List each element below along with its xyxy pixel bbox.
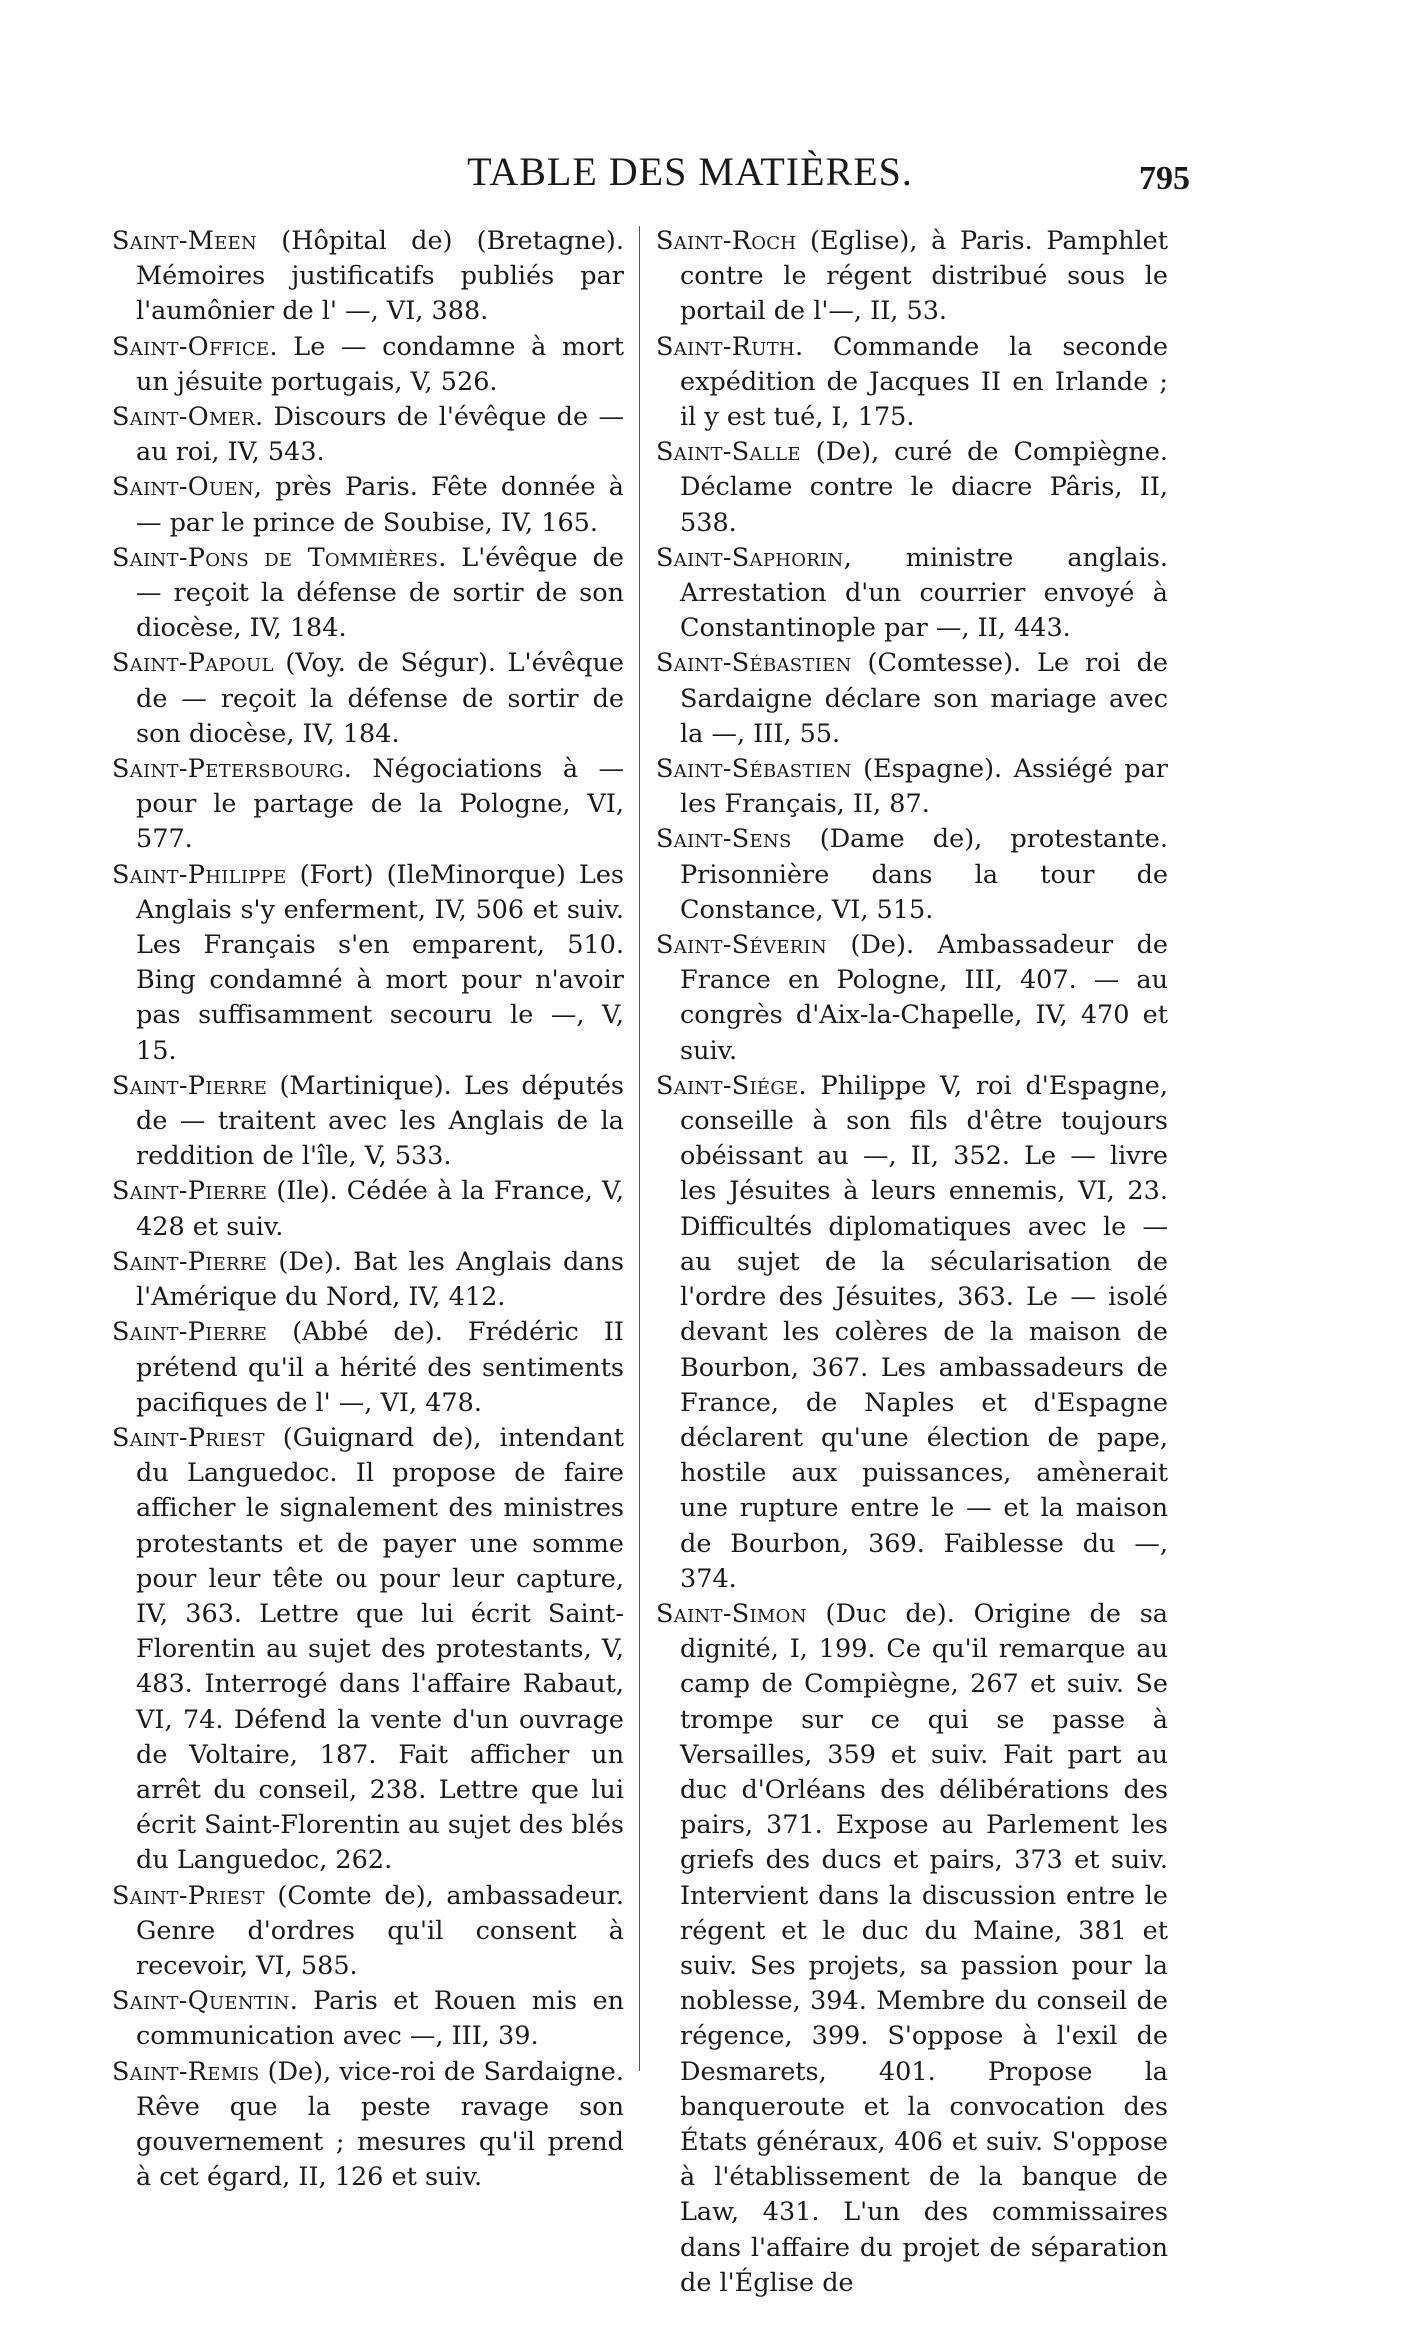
index-entry [656, 435, 1168, 541]
entry-text: (De). Bat les Anglais dans l'Amérique du Nord, IV, 412. [136, 1246, 624, 1313]
entry-heading: Saint-Priest [112, 1880, 265, 1911]
entry-heading: Saint-Remis [112, 2056, 260, 2087]
index-entry [112, 752, 624, 858]
index-entry [112, 1174, 624, 1244]
index-entry [112, 1421, 624, 1879]
entry-text: (De). Ambassadeur de France en Pologne, III, 407. — au congrès d'Aix-la-Chapelle, IV, 470 et suiv. [680, 930, 1168, 1066]
index-entry [656, 646, 1168, 752]
entry-text: . Négociations à — pour le partage de la Pologne, VI, 577. [136, 754, 624, 855]
entry-heading: Saint-Pierre [112, 1246, 268, 1277]
index-entry [656, 822, 1168, 928]
entry-heading: Saint-Séverin [656, 930, 828, 961]
entry-text: (Voy. de Ségur). L'évêque de — reçoit la défense de sortir de son diocèse, IV, 184. [136, 648, 624, 749]
entry-text: (Guignard de), intendant du Languedoc. Il propose de faire afficher le signalement des ministres protestants et de payer une somme pour leur tête ou pour leur capture, IV, 363. Lettre que lui écrit Saint-Florentin au sujet des protestants, V, 483. Interrogé dans l'affaire Rabaut, VI, 74. Défend la vente d'un ouvrage de Voltaire, 187. Fait afficher un arrêt du conseil, 238. Lettre que lui écrit Saint-Florentin au sujet des blés du Languedoc, 262. [136, 1422, 624, 1876]
index-entry [112, 2055, 624, 2196]
entry-heading: Saint-Priest [112, 1422, 265, 1453]
entry-text: . Commande la seconde expédition de Jacques II en Irlande ; il y est tué, I, 175. [680, 331, 1168, 433]
entry-heading: Saint-Omer [112, 402, 255, 433]
entry-text: (Dame de), protestante. Prisonnière dans la tour de Constance, VI, 515. [680, 824, 1168, 925]
entry-text: . Philippe V, roi d'Espagne, conseille à son fils d'être toujours obéissant au —, II, 352. Le — livre les Jésuites à leurs ennemis, VI, 23. Difficultés diplomatiques avec le — au sujet de la sécularisation de l'ordre des Jésuites, 363. Le — isolé devant les colères de la maison de Bourbon, 367. Les ambassadeurs de France, de Naples et d'Espagne déclarent qu'une élection de pape, hostile aux puissances, amènerait une rupture entre le — et la maison de Bourbon, 369. Faiblesse du —, 374. [680, 1070, 1168, 1594]
entry-heading: Saint-Pons de Tommières [112, 542, 439, 573]
index-entry [656, 752, 1168, 822]
entry-heading: Saint-Pierre [112, 1176, 268, 1207]
page-number: 795 [1139, 160, 1190, 197]
entry-heading: Saint-Meen [112, 226, 258, 256]
entry-text: . Le — condamne à mort un jésuite portugais, V, 526. [136, 331, 624, 397]
entry-text: , ministre anglais. Arrestation d'un courrier envoyé à Constantinople par —, II, 443. [680, 542, 1168, 644]
index-entry [112, 330, 624, 400]
index-entry [112, 224, 624, 330]
index-entry [656, 330, 1168, 436]
index-entry [112, 1984, 624, 2054]
entry-heading: Saint-Sébastien [656, 648, 852, 679]
entry-heading: Saint-Simon [656, 1598, 807, 1629]
entry-heading: Saint-Siége [656, 1070, 799, 1101]
index-entry [112, 1069, 624, 1175]
index-entry [112, 1315, 624, 1421]
entry-text: (Espagne). Assiégé par les Français, II, 87. [680, 754, 1168, 820]
index-entry [656, 541, 1168, 647]
entry-heading: Saint-Pierre [112, 1317, 268, 1348]
left-column [112, 224, 624, 2195]
entry-heading: Saint-Philippe [112, 859, 287, 890]
entry-text: (Eglise), à Paris. Pamphlet contre le régent distribué sous le portail de l'—, II, 53. [680, 226, 1168, 327]
index-entry [656, 1069, 1168, 1597]
entry-heading: Saint-Salle [656, 437, 801, 468]
entry-heading: Saint-Papoul [112, 648, 274, 679]
entry-text: . Discours de l'évêque de — au roi, IV, 543. [136, 402, 624, 468]
index-entry [112, 470, 624, 540]
entry-heading: Saint-Sens [656, 824, 792, 855]
index-entry [112, 1245, 624, 1315]
entry-text: (Ile). Cédée à la France, V, 428 et suiv. [136, 1176, 624, 1242]
entry-heading: Saint-Quentin [112, 1986, 290, 2017]
entry-heading: Saint-Sébastien [656, 754, 852, 785]
entry-text: (Duc de). Origine de sa dignité, I, 199. Ce qu'il remarque au camp de Compiègne, 267 et suiv. Se trompe sur ce qui se passe à Versailles, 359 et suiv. Fait part au duc d'Orléans des délibérations des pairs, 371. Expose au Parlement les griefs des ducs et pairs, 373 et suiv. Intervient dans la discussion entre le régent et le duc du Maine, 381 et suiv. Ses projets, sa passion pour la noblesse, 394. Membre du conseil de régence, 399. S'oppose à l'exil de Desmarets, 401. Propose la banqueroute et la convocation des États généraux, 406 et suiv. S'oppose à l'établissement de la banque de Law, 431. L'un des commissaires dans l'affaire du projet de séparation de l'Église de [680, 1598, 1168, 2298]
index-entry [112, 858, 624, 1069]
index-entry [112, 400, 624, 470]
entry-text: (Hôpital de) (Bretagne). Mémoires justificatifs publiés par l'aumônier de l' —, VI, 388. [136, 226, 624, 327]
running-title: TABLE DES MATIÈRES. [467, 149, 913, 194]
entry-text: , près Paris. Fête donnée à — par le prince de Soubise, IV, 165. [136, 472, 624, 538]
entry-text: . Paris et Rouen mis en communication avec —, III, 39. [136, 1986, 624, 2052]
entry-text: (De), vice-roi de Sardaigne. Rêve que la peste ravage son gouvernement ; mesures qu'il prend à cet égard, II, 126 et suiv. [136, 2056, 624, 2193]
index-entry [112, 541, 624, 647]
entry-heading: Saint-Office [112, 331, 270, 362]
entry-heading: Saint-Pierre [112, 1070, 268, 1101]
index-entry [656, 928, 1168, 1069]
right-column [656, 224, 1168, 2301]
entry-heading: Saint-Ruth [656, 331, 796, 362]
entry-heading: Saint-Roch [656, 226, 797, 256]
index-entry [112, 1879, 624, 1985]
entry-text: (Abbé de). Frédéric II prétend qu'il a hérité des sentiments pacifiques de l' —, VI, 478. [136, 1317, 624, 1418]
entry-heading: Saint-Ouen [112, 472, 254, 503]
entry-heading: Saint-Petersbourg [112, 754, 344, 785]
entry-text: (Comtesse). Le roi de Sardaigne déclare son mariage avec la —, III, 55. [680, 648, 1168, 749]
index-entry [656, 224, 1168, 330]
index-entry [656, 1597, 1168, 2301]
entry-text: (De), curé de Compiègne. Déclame contre le diacre Pâris, II, 538. [680, 437, 1168, 538]
entry-heading: Saint-Saphorin [656, 542, 844, 573]
entry-text: . L'évêque de — reçoit la défense de sortir de son diocèse, IV, 184. [136, 542, 624, 644]
index-entry [112, 646, 624, 752]
entry-text: (Martinique). Les députés de — traitent avec les Anglais de la reddition de l'île, V, 533. [136, 1070, 624, 1172]
column-divider [639, 226, 640, 2071]
entry-text: (Fort) (IleMinorque) Les Anglais s'y enferment, IV, 506 et suiv. Les Français s'en emparent, 510. Bing condamné à mort pour n'avoir pas suffisamment secouru le —, V, 15. [136, 859, 624, 1066]
entry-text: (Comte de), ambassadeur. Genre d'ordres qu'il consent à recevoir, VI, 585. [136, 1880, 624, 1981]
